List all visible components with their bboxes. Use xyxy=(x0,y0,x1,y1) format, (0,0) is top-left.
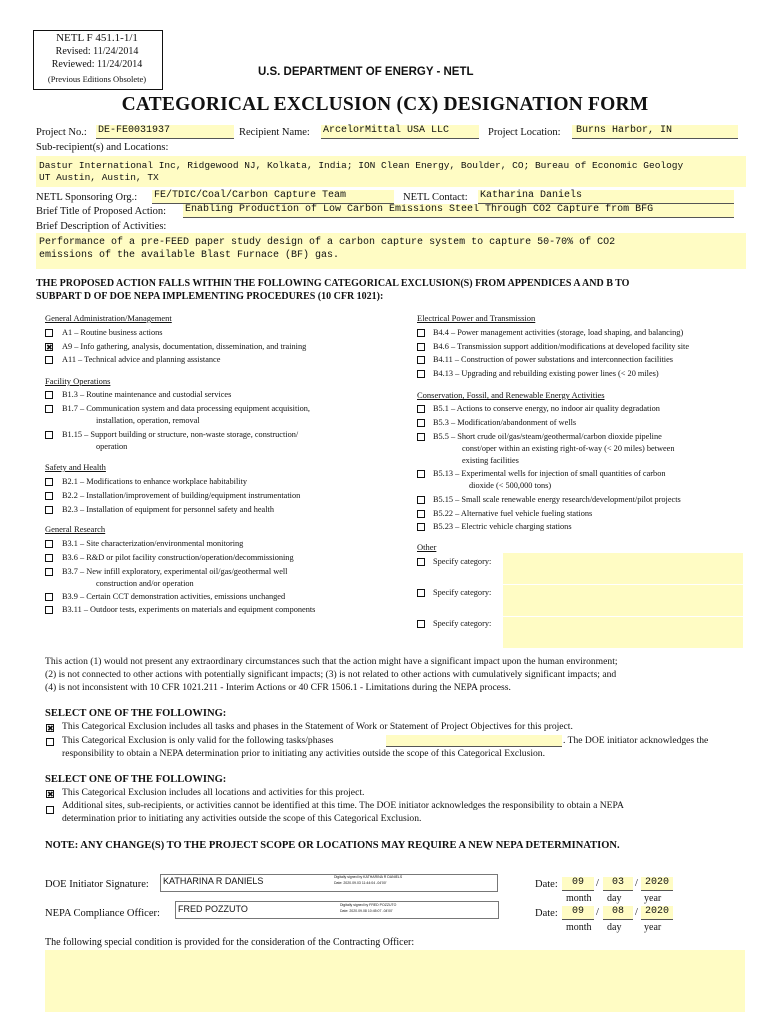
date2-slash-1: / xyxy=(596,907,599,918)
action-text-1: This action (1) would not present any extraordinary circumstances such that the action might have a significant impact upon the human environment; xyxy=(45,656,618,667)
date2-year-field[interactable]: 2020 xyxy=(641,906,673,920)
select2-option-2: Additional sites, sub-recipients, or activities cannot be identified at this time. The DOE initiator acknowledges the responsibility to obtain a NEPA xyxy=(62,800,624,811)
label-b3-1: B3.1 – Site characterization/environmental monitoring xyxy=(62,539,244,548)
initiator-digital-signed: Digitally signed by KATHARINA R DANIELS xyxy=(334,875,403,879)
proposed-action-heading-2: SUBPART D OF DOE NEPA IMPLEMENTING PROCEDURES (10 CFR 1021): xyxy=(36,291,384,302)
officer-digital-signed: Digitally signed by FRED POZZUTO xyxy=(340,903,397,907)
checkbox-b5-3[interactable] xyxy=(417,419,425,427)
select2-option-2-cont: determination prior to initiating any activities outside the scope of this Categorical Exclusion. xyxy=(62,813,422,824)
checkbox-b3-6[interactable] xyxy=(45,554,53,562)
date2-day-field[interactable]: 08 xyxy=(603,906,633,920)
location-label: Project Location: xyxy=(488,127,561,138)
date1-day-caption: day xyxy=(607,893,622,904)
special-condition-label: The following special condition is provided for the consideration of the Contracting Officer: xyxy=(45,937,415,948)
label-b5-3: B5.3 – Modification/abandonment of wells xyxy=(433,418,577,427)
contact-field[interactable]: Katharina Daniels xyxy=(478,190,734,204)
brief-desc-label: Brief Description of Activities: xyxy=(36,221,167,232)
subrecipients-line-2: UT Austin, Austin, TX xyxy=(39,172,159,183)
label-b5-5-cont: const/oper within an existing right-of-way (< 20 miles) between xyxy=(462,444,675,453)
checkbox-b3-9[interactable] xyxy=(45,593,53,601)
date2-slash-2: / xyxy=(635,907,638,918)
form-revised: Revised: 11/24/2014 xyxy=(55,46,139,57)
contact-label: NETL Contact: xyxy=(403,192,468,203)
select1-option-1: This Categorical Exclusion includes all tasks and phases in the Statement of Work or Statement of Project Objectives for this project. xyxy=(62,721,573,732)
tasks-phases-field[interactable] xyxy=(386,735,562,747)
checkbox-b1-7[interactable] xyxy=(45,405,53,413)
label-b1-7: B1.7 – Communication system and data processing equipment acquisition, xyxy=(62,404,310,413)
agency-name: U.S. DEPARTMENT OF ENERGY - NETL xyxy=(258,66,474,78)
sponsor-label: NETL Sponsoring Org.: xyxy=(36,192,138,203)
checkbox-b5-5[interactable] xyxy=(417,433,425,441)
checkbox-b4-13[interactable] xyxy=(417,370,425,378)
select1-option-2: This Categorical Exclusion is only valid for the following tasks/phases xyxy=(62,735,334,746)
subrecipients-label: Sub-recipient(s) and Locations: xyxy=(36,142,169,153)
checkbox-b1-3[interactable] xyxy=(45,391,53,399)
form-number: NETL F 451.1-1/1 xyxy=(56,32,138,44)
section-conservation: Conservation, Fossil, and Renewable Energy Activities xyxy=(417,390,605,400)
date2-day-caption: day xyxy=(607,922,622,933)
checkbox-other-2[interactable] xyxy=(417,589,425,597)
checkbox-b2-2[interactable] xyxy=(45,492,53,500)
label-b3-7: B3.7 – New infill exploratory, experimental oil/gas/geothermal well xyxy=(62,567,288,576)
brief-title-field[interactable]: Enabling Production of Low Carbon Emissions Steel Through CO2 Capture from BFG xyxy=(183,204,734,218)
label-b4-6: B4.6 – Transmission support addition/modifications at developed facility site xyxy=(433,342,690,351)
checkbox-all-locations[interactable]: ✖ xyxy=(47,790,54,799)
officer-signature-name: FRED POZZUTO xyxy=(178,904,248,914)
label-b3-11: B3.11 – Outdoor tests, experiments on materials and equipment components xyxy=(62,605,316,614)
label-b2-3: B2.3 – Installation of equipment for personnel safety and health xyxy=(62,505,274,514)
other-specify-field-1[interactable] xyxy=(503,553,743,584)
label-b3-6: B3.6 – R&D or pilot facility construction/operation/decommissioning xyxy=(62,553,294,562)
label-b3-9: B3.9 – Certain CCT demonstration activities, emissions unchanged xyxy=(62,592,286,601)
brief-desc-line-2: emissions of the available Blast Furnace (BF) gas. xyxy=(39,250,340,261)
checkbox-b5-22[interactable] xyxy=(417,510,425,518)
select2-option-1: This Categorical Exclusion includes all locations and activities for this project. xyxy=(62,787,365,798)
date2-year-caption: year xyxy=(644,922,662,933)
checkbox-b2-1[interactable] xyxy=(45,478,53,486)
specify-label-2: Specify category: xyxy=(433,588,492,597)
label-b3-7-cont: construction and/or operation xyxy=(96,579,194,588)
date2-month-field[interactable]: 09 xyxy=(562,906,594,920)
date1-month-caption: month xyxy=(566,893,592,904)
initiator-digital-date: Date: 2020.09.03 11:44:04 -04'00' xyxy=(334,881,387,885)
checkbox-b1-15[interactable] xyxy=(45,431,53,439)
section-general-admin: General Administration/Management xyxy=(45,313,172,323)
sponsor-field[interactable]: FE/TDIC/Coal/Carbon Capture Team xyxy=(152,190,394,204)
checkbox-b5-13[interactable] xyxy=(417,470,425,478)
label-b1-7-cont: installation, operation, removal xyxy=(96,416,200,425)
label-b1-15-cont: operation xyxy=(96,442,128,451)
initiator-signature-name: KATHARINA R DANIELS xyxy=(163,876,264,886)
project-no-field[interactable]: DE-FE0031937 xyxy=(96,125,234,139)
checkbox-b5-1[interactable] xyxy=(417,405,425,413)
checkbox-b4-11[interactable] xyxy=(417,356,425,364)
checkbox-b5-23[interactable] xyxy=(417,523,425,531)
checkbox-other-1[interactable] xyxy=(417,558,425,566)
label-b5-13: B5.13 – Experimental wells for injection of small quantities of carbon xyxy=(433,469,666,478)
date1-day-field[interactable]: 03 xyxy=(603,877,633,891)
subrecipients-line-1: Dastur International Inc, Ridgewood NJ, Kolkata, India; ION Clean Energy, Boulder, CO; Bureau of Economic Geology xyxy=(39,160,684,171)
label-b4-11: B4.11 – Construction of power substations and interconnection facilities xyxy=(433,355,674,364)
action-text-3: (4) is not inconsistent with 10 CFR 1021.211 - Interim Actions or 40 CFR 1506.1 - Limitations during the NEPA process. xyxy=(45,682,511,693)
officer-label: NEPA Compliance Officer: xyxy=(45,908,160,919)
label-a9: A9 – Info gathering, analysis, documentation, dissemination, and training xyxy=(62,342,307,351)
label-b2-1: B2.1 – Modifications to enhance workplace habitability xyxy=(62,477,248,486)
select-heading-1: SELECT ONE OF THE FOLLOWING: xyxy=(45,708,227,719)
label-b5-5: B5.5 – Short crude oil/gas/steam/geothermal/carbon dioxide pipeline xyxy=(433,432,662,441)
project-no-label: Project No.: xyxy=(36,127,87,138)
action-text-2: (2) is not connected to other actions with potentially significant impacts; (3) is not related to other actions with cumulatively significant impacts; and xyxy=(45,669,617,680)
date2-month-caption: month xyxy=(566,922,592,933)
recipient-field[interactable]: ArcelorMittal USA LLC xyxy=(321,125,479,139)
checkbox-a9[interactable]: ✖ xyxy=(46,343,53,352)
select-heading-2: SELECT ONE OF THE FOLLOWING: xyxy=(45,774,227,785)
label-a1: A1 – Routine business actions xyxy=(62,328,163,337)
label-b5-5-cont2: existing facilities xyxy=(462,456,519,465)
form-obsolete: (Previous Editions Obsolete) xyxy=(47,74,147,84)
label-b5-22: B5.22 – Alternative fuel vehicle fueling stations xyxy=(433,509,593,518)
date-label-1: Date: xyxy=(535,879,558,890)
label-b1-3: B1.3 – Routine maintenance and custodial services xyxy=(62,390,232,399)
location-field[interactable]: Burns Harbor, IN xyxy=(572,125,738,139)
checkbox-a1[interactable] xyxy=(45,329,53,337)
proposed-action-heading-1: THE PROPOSED ACTION FALLS WITHIN THE FOLLOWING CATEGORICAL EXCLUSION(S) FROM APPENDICES A AND B TO xyxy=(36,278,630,289)
checkbox-b3-1[interactable] xyxy=(45,540,53,548)
checkbox-b5-15[interactable] xyxy=(417,496,425,504)
checkbox-all-tasks[interactable]: ✖ xyxy=(47,724,54,733)
label-a11: A11 – Technical advice and planning assistance xyxy=(62,355,221,364)
checkbox-other-3[interactable] xyxy=(417,620,425,628)
brief-title-label: Brief Title of Proposed Action: xyxy=(36,206,167,217)
checkbox-specific-tasks[interactable] xyxy=(46,738,54,746)
specify-label-1: Specify category: xyxy=(433,557,492,566)
date1-month-field[interactable]: 09 xyxy=(562,877,594,891)
label-b4-13: B4.13 – Upgrading and rebuilding existing power lines (< 20 miles) xyxy=(433,369,659,378)
label-b5-23: B5.23 – Electric vehicle charging stations xyxy=(433,522,572,531)
checkbox-b3-11[interactable] xyxy=(45,606,53,614)
brief-desc-line-1: Performance of a pre-FEED paper study design of a carbon capture system to capture 50-70% of CO2 xyxy=(39,237,616,248)
date1-slash-2: / xyxy=(635,878,638,889)
label-b5-13-cont: dioxide (< 500,000 tons) xyxy=(469,481,552,490)
other-specify-field-3[interactable] xyxy=(503,617,743,648)
select1-option-2-cont2: responsibility to obtain a NEPA determination prior to initiating any activities outside the scope of this Categorical Exclusion. xyxy=(62,748,545,759)
select1-option-2-cont: . The DOE initiator acknowledges the xyxy=(563,735,709,746)
label-b5-15: B5.15 – Small scale renewable energy research/development/pilot projects xyxy=(433,495,681,504)
officer-digital-date: Date: 2020.09.08 10:45:07 -04'00' xyxy=(340,909,393,913)
section-facility-operations: Facility Operations xyxy=(45,376,111,386)
section-general-research: General Research xyxy=(45,524,106,534)
checkbox-b3-7[interactable] xyxy=(45,568,53,576)
label-b2-2: B2.2 – Installation/improvement of building/equipment instrumentation xyxy=(62,491,301,500)
checkbox-b4-4[interactable] xyxy=(417,329,425,337)
section-other: Other xyxy=(417,542,437,552)
checkbox-additional-sites[interactable] xyxy=(46,806,54,814)
other-specify-field-2[interactable] xyxy=(503,585,743,616)
special-condition-field[interactable] xyxy=(45,950,745,1012)
date1-slash-1: / xyxy=(596,878,599,889)
initiator-label: DOE Initiator Signature: xyxy=(45,879,149,890)
date1-year-field[interactable]: 2020 xyxy=(641,877,673,891)
section-safety-health: Safety and Health xyxy=(45,462,106,472)
date1-year-caption: year xyxy=(644,893,662,904)
label-b5-1: B5.1 – Actions to conserve energy, no indoor air quality degradation xyxy=(433,404,660,413)
label-b1-15: B1.15 – Support building or structure, non-waste storage, construction/ xyxy=(62,430,299,439)
checkbox-b2-3[interactable] xyxy=(45,506,53,514)
form-reviewed: Reviewed: 11/24/2014 xyxy=(51,59,143,70)
checkbox-a11[interactable] xyxy=(45,356,53,364)
scope-change-note: NOTE: ANY CHANGE(S) TO THE PROJECT SCOPE OR LOCATIONS MAY REQUIRE A NEW NEPA DETERMINATION. xyxy=(45,840,620,851)
specify-label-3: Specify category: xyxy=(433,619,492,628)
recipient-label: Recipient Name: xyxy=(239,127,310,138)
page-title: CATEGORICAL EXCLUSION (CX) DESIGNATION FORM xyxy=(121,94,649,115)
checkbox-b4-6[interactable] xyxy=(417,343,425,351)
label-b4-4: B4.4 – Power management activities (storage, load shaping, and balancing) xyxy=(433,328,684,337)
section-electrical: Electrical Power and Transmission xyxy=(417,313,536,323)
date-label-2: Date: xyxy=(535,908,558,919)
